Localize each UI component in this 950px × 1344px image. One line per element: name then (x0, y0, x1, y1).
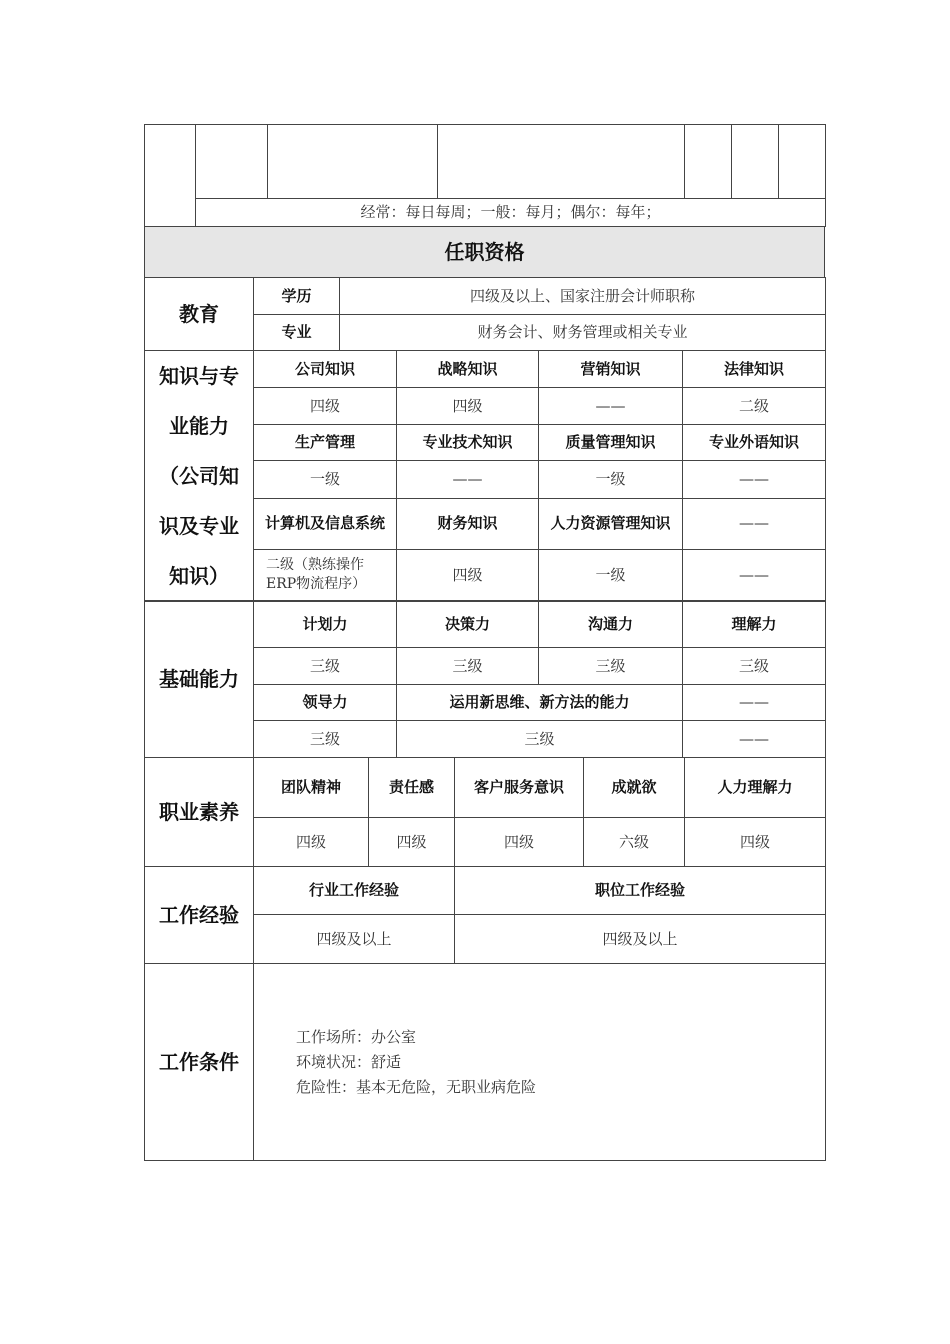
quality-header: 成就欲 (584, 758, 685, 818)
basic-header: 计划力 (254, 601, 397, 648)
knowledge-header: 战略知识 (397, 351, 539, 388)
basic-header: 运用新思维、新方法的能力 (397, 685, 683, 721)
knowledge-label-line: 业能力 (169, 414, 229, 438)
conditions-label: 工作条件 (145, 964, 254, 1161)
knowledge-value: 四级 (254, 388, 397, 425)
knowledge-value: —— (397, 461, 539, 498)
basic-label: 基础能力 (145, 601, 254, 758)
quality-value: 四级 (685, 818, 826, 867)
knowledge-header: 专业技术知识 (397, 425, 539, 461)
basic-header: 决策力 (397, 601, 539, 648)
education-table (144, 277, 826, 351)
quality-header: 责任感 (369, 758, 455, 818)
quality-table (144, 757, 826, 867)
knowledge-value: —— (683, 461, 826, 498)
top-left-cell (145, 125, 196, 227)
knowledge-value: 二级（熟练操作ERP物流程序） (254, 549, 397, 601)
knowledge-header: 计算机及信息系统 (254, 498, 397, 549)
top-empty-cell (268, 125, 438, 199)
knowledge-header: 公司知识 (254, 351, 397, 388)
basic-value: 三级 (683, 648, 826, 685)
knowledge-label-line: （公司知 (159, 464, 239, 488)
education-label: 教育 (145, 278, 254, 351)
top-empty-cell (779, 125, 826, 199)
knowledge-header: 营销知识 (539, 351, 683, 388)
basic-value: 三级 (254, 721, 397, 758)
knowledge-value: 二级 (683, 388, 826, 425)
knowledge-table (144, 350, 826, 602)
major-label: 专业 (254, 315, 340, 351)
quality-header: 人力理解力 (685, 758, 826, 818)
basic-header: 领导力 (254, 685, 397, 721)
quality-value: 四级 (254, 818, 369, 867)
knowledge-value: —— (683, 549, 826, 601)
top-empty-cell (196, 125, 268, 199)
basic-header: 沟通力 (539, 601, 683, 648)
major-value: 财务会计、财务管理或相关专业 (340, 315, 826, 351)
knowledge-header: 生产管理 (254, 425, 397, 461)
top-empty-cell (438, 125, 685, 199)
knowledge-value: —— (683, 498, 826, 549)
quality-header: 客户服务意识 (455, 758, 584, 818)
knowledge-label-line: 知识与专 (159, 364, 239, 388)
knowledge-value: 一级 (539, 461, 683, 498)
basic-value: —— (683, 721, 826, 758)
environment: 环境状况：舒适 (296, 1052, 402, 1071)
basic-value: 三级 (397, 721, 683, 758)
degree-value: 四级及以上、国家注册会计师职称 (340, 278, 826, 315)
experience-table (144, 866, 826, 964)
basic-table (144, 600, 826, 758)
industry-experience-value: 四级及以上 (254, 915, 455, 964)
degree-label: 学历 (254, 278, 340, 315)
quality-value: 四级 (369, 818, 455, 867)
top-empty-cell (685, 125, 732, 199)
basic-value: 三级 (539, 648, 683, 685)
industry-experience-label: 行业工作经验 (254, 867, 455, 915)
frequency-note: 经常：每日每周；一般：每月；偶尔：每年； (196, 199, 826, 227)
position-experience-label: 职位工作经验 (455, 867, 826, 915)
basic-value: —— (683, 685, 826, 721)
danger: 危险性：基本无危险，无职业病危险 (296, 1077, 537, 1096)
knowledge-value: 一级 (254, 461, 397, 498)
knowledge-header: 专业外语知识 (683, 425, 826, 461)
knowledge-value: 四级 (397, 388, 539, 425)
conditions-table (144, 963, 826, 1161)
knowledge-header: 财务知识 (397, 498, 539, 549)
knowledge-label (145, 351, 254, 602)
top-empty-cell (732, 125, 779, 199)
knowledge-label-line: 知识） (169, 564, 229, 588)
basic-value: 三级 (397, 648, 539, 685)
knowledge-label-line: 识及专业 (159, 514, 239, 538)
knowledge-header: 法律知识 (683, 351, 826, 388)
knowledge-header: 人力资源管理知识 (539, 498, 683, 549)
basic-value: 三级 (254, 648, 397, 685)
quality-value: 四级 (455, 818, 584, 867)
basic-header: 理解力 (683, 601, 826, 648)
quality-label: 职业素养 (145, 758, 254, 867)
knowledge-header: 质量管理知识 (539, 425, 683, 461)
section-title: 任职资格 (145, 227, 825, 278)
knowledge-value: 四级 (397, 549, 539, 601)
section-title-table (144, 226, 825, 278)
conditions-content (254, 964, 826, 1161)
quality-header: 团队精神 (254, 758, 369, 818)
knowledge-value: 一级 (539, 549, 683, 601)
work-place: 工作场所：办公室 (296, 1027, 417, 1046)
experience-label: 工作经验 (145, 867, 254, 964)
top-table (144, 124, 826, 227)
position-experience-value: 四级及以上 (455, 915, 826, 964)
quality-value: 六级 (584, 818, 685, 867)
knowledge-value: —— (539, 388, 683, 425)
